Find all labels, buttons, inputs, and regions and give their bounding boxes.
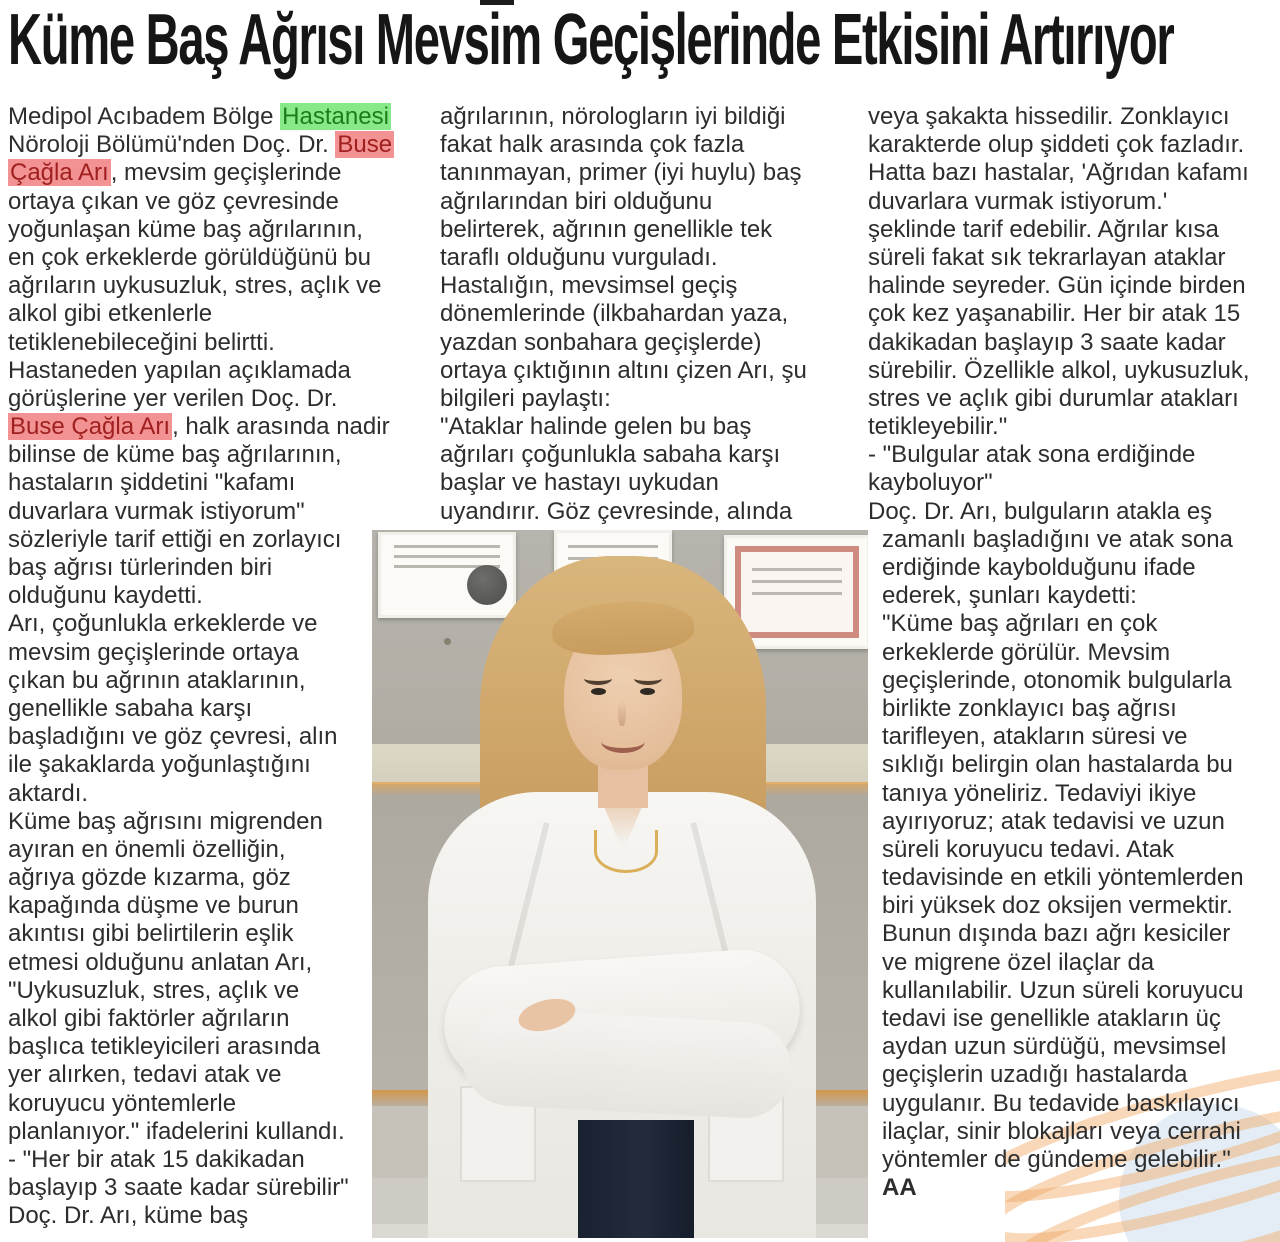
article-text-line: [8, 469, 372, 497]
text-segment: tetikleyebilir.": [868, 413, 1008, 441]
text-segment: başlıca tetikleyicileri arasında: [8, 1033, 321, 1061]
text-segment: ederek, şunları kaydetti:: [882, 582, 1137, 610]
text-segment: Hatta bazı hastalar, 'Ağrıdan kafamı: [868, 159, 1249, 187]
text-segment: duvarlara vurmak istiyorum": [8, 497, 305, 525]
article-text-line: [440, 357, 812, 385]
text-segment: tanınmayan, primer (iyi huylu) baş: [440, 159, 802, 187]
text-segment: mevsim geçişlerinde ortaya: [8, 638, 299, 666]
article-text-line: [882, 1118, 1272, 1146]
article-text-line: [8, 385, 372, 413]
text-segment: geçişlerin uzadığı hastalarda: [882, 1061, 1188, 1089]
text-segment: geçişlerinde, otonomik bulgularla: [882, 666, 1232, 694]
article-text-line: [8, 216, 372, 244]
text-segment: ortaya çıktığının altını çizen Arı, şu: [440, 356, 807, 384]
article-text-line: [868, 216, 1272, 244]
article-text-line: [868, 244, 1272, 272]
article-text-line: [8, 582, 372, 610]
article-text-line: [868, 188, 1272, 216]
article-text-line: [440, 385, 812, 413]
text-segment: ortaya çıkan ve göz çevresinde: [8, 187, 339, 215]
article-text-line: [882, 1090, 1272, 1118]
article-text-line: [868, 357, 1272, 385]
article-text-line: [8, 498, 372, 526]
article-text-line: [868, 272, 1272, 300]
text-segment: alkol gibi faktörler ağrıların: [8, 1005, 290, 1032]
article-text-line: [440, 329, 812, 357]
text-segment: uygulanır. Bu tedavide baskılayıcı: [882, 1089, 1240, 1117]
eyebrow: [584, 672, 612, 685]
text-segment: Doç. Dr. Arı, küme baş: [8, 1202, 249, 1230]
article-text-line: [868, 131, 1272, 159]
article-text-line: [882, 1174, 1272, 1202]
article-text-line: [440, 131, 812, 159]
certificate-seal: [467, 565, 507, 605]
article-text-line: [8, 695, 372, 723]
text-segment: - "Bulgular atak sona erdiğinde: [868, 441, 1196, 469]
article-text-line: [8, 977, 372, 1005]
article-text-line: [8, 1146, 372, 1174]
article-column-3: [868, 103, 1272, 1202]
text-segment: , mevsim geçişlerinde: [110, 159, 342, 187]
text-segment: ağrılarından biri olduğunu: [440, 187, 713, 215]
article-text-line: [8, 723, 372, 751]
text-segment: başlar ve hastayı uykudan: [440, 469, 719, 497]
eye: [640, 688, 655, 695]
text-segment: Doç. Dr. Arı, bulguların atakla eş: [868, 497, 1213, 525]
article-text-line: [8, 1005, 372, 1033]
text-segment: ağrıları çoğunlukla sabaha karşı: [440, 441, 781, 469]
text-segment: tetiklenebileceğini belirtti.: [8, 328, 275, 356]
text-segment: sürebilir. Özellikle alkol, uykusuzluk,: [868, 356, 1250, 384]
text-segment: yazdan sonbahara geçişlerde): [440, 328, 762, 356]
article-text-line: [882, 582, 1272, 610]
text-segment: yoğunlaşan küme baş ağrılarının,: [8, 215, 363, 243]
text-segment: ayırıyoruz; atak tedavisi ve uzun: [882, 807, 1225, 835]
text-segment: yer alırken, tedavi atak ve: [8, 1061, 282, 1089]
text-segment: akıntısı gibi belirtilerin eşlik: [8, 920, 294, 948]
article-text-line: [882, 526, 1272, 554]
text-segment: sözleriyle tarif ettiği en zorlayıcı: [8, 525, 342, 553]
eyebrow: [634, 672, 662, 685]
article-text-line: [8, 892, 372, 920]
article-text-line: [440, 441, 812, 469]
text-segment: tarifleyen, atakların süresi ve: [882, 723, 1188, 751]
article-text-line: [440, 413, 812, 441]
article-text-line: [882, 892, 1272, 920]
article-text-line: [882, 554, 1272, 582]
text-segment: hastaların şiddetini "kafamı: [8, 469, 296, 497]
text-segment: aydan uzun sürdüğü, mevsimsel: [882, 1033, 1227, 1061]
text-segment: planlanıyor." ifadelerini kullandı.: [8, 1117, 345, 1145]
text-segment: Hastaneden yapılan açıklamada: [8, 356, 351, 384]
text-segment: halinde seyreder. Gün içinde birden: [868, 272, 1246, 300]
article-text-line: [882, 1033, 1272, 1061]
article-text-line: [440, 103, 812, 131]
text-segment: belirterek, ağrının genellikle tek: [440, 215, 773, 243]
article-text-line: [882, 751, 1272, 779]
text-segment: - "Her bir atak 15 dakikadan: [8, 1145, 305, 1173]
text-segment: , halk arasında nadir: [172, 413, 390, 441]
text-segment: Arı, çoğunlukla erkeklerde ve: [8, 610, 318, 638]
text-segment: ilaçlar, sinir blokajları veya cerrahi: [882, 1117, 1241, 1145]
text-segment: ile şakaklarda yoğunlaştığını: [8, 751, 311, 779]
wall-detail: [444, 638, 451, 645]
text-segment: fakat halk arasında çok fazla: [440, 131, 745, 159]
text-segment: "Küme baş ağrıları en çok: [882, 610, 1158, 638]
article-text-line: [882, 920, 1272, 948]
article-text-line: [440, 159, 812, 187]
text-segment: stres ve açlık gibi durumlar atakları: [868, 384, 1239, 412]
nose: [618, 700, 626, 726]
article-text-line: [882, 949, 1272, 977]
text-segment: şeklinde tarif edebilir. Ağrılar kısa: [868, 215, 1219, 243]
text-segment: ve migrene özel ilaçlar da: [882, 948, 1155, 976]
article-text-line: [8, 272, 382, 300]
article-text-line: [882, 723, 1272, 751]
text-segment: "Ataklar halinde gelen bu baş: [440, 413, 752, 441]
article-text-line: [8, 1118, 372, 1146]
text-segment: etmesi olduğunu anlatan Arı,: [8, 948, 313, 976]
article-text-line: [868, 413, 1272, 441]
article-text-line: [882, 639, 1272, 667]
article-text-line: [8, 836, 372, 864]
article-text-line: [8, 526, 372, 554]
text-segment: süreli fakat sık tekrarlayan ataklar: [868, 243, 1226, 271]
article-text-line: [868, 329, 1272, 357]
text-segment: tedavi ise genellikle atakların üç: [882, 1005, 1221, 1032]
article-text-line: [8, 441, 372, 469]
article-text-line: [8, 188, 372, 216]
article-text-line: [8, 1033, 372, 1061]
highlighted-text: Buse Çağla Arı: [10, 413, 171, 441]
article-text-line: [8, 131, 393, 159]
article-text-line: [868, 469, 1272, 497]
text-segment: yöntemler de gündeme gelebilir.": [882, 1145, 1231, 1173]
text-segment: erdiğinde kaybolduğunu ifade: [882, 554, 1196, 581]
article-text-line: [868, 498, 1272, 526]
article-text-line: [868, 441, 1272, 469]
gold-necklace: [594, 830, 658, 873]
article-text-line: [8, 808, 372, 836]
article-text-line: [868, 300, 1272, 328]
text-segment: başlayıp 3 saate kadar sürebilir": [8, 1174, 349, 1202]
text-segment: veya şakakta hissedilir. Zonklayıcı: [868, 103, 1230, 130]
article-text-line: [882, 977, 1272, 1005]
article-text-line: [440, 300, 812, 328]
text-segment: en çok erkeklerde görüldüğünü bu: [8, 243, 371, 271]
article-photo: [372, 530, 868, 1238]
text-segment: erkeklerde görülür. Mevsim: [882, 638, 1171, 666]
text-segment: başladığını ve göz çevresi, alın: [8, 723, 338, 751]
text-segment: olduğunu kaydetti.: [8, 582, 203, 610]
highlighted-text: Çağla Arı: [10, 159, 109, 187]
article-text-line: [868, 385, 1272, 413]
highlighted-text: Buse: [337, 131, 393, 159]
article-text-line: [8, 300, 372, 328]
article-text-line: [8, 1202, 372, 1230]
article-text-line: [8, 413, 390, 441]
article-column-2: [440, 103, 812, 526]
text-segment: ağrılarının, nörologların iyi bildiği: [440, 103, 786, 130]
text-segment: baş ağrısı türlerinden biri: [8, 554, 273, 581]
text-segment: çıkan bu ağrının ataklarının,: [8, 666, 306, 694]
text-segment: ağrıların uykusuzluk, stres, açlık ve: [8, 272, 382, 300]
article-text-line: [440, 498, 812, 526]
text-segment: koruyucu yöntemlerle: [8, 1089, 237, 1117]
text-segment: sıklığı belirgin olan hastalarda bu: [882, 751, 1233, 779]
text-segment: genellikle sabaha karşı: [8, 694, 253, 722]
article-text-line: [882, 667, 1272, 695]
article-text-line: [8, 159, 372, 187]
text-segment: Küme baş ağrısını migrenden: [8, 807, 323, 835]
article-text-line: [882, 610, 1272, 638]
article-text-line: [8, 949, 372, 977]
text-segment: süreli koruyucu tedavi. Atak: [882, 835, 1175, 863]
text-segment: Medipol Acıbadem Bölge: [8, 103, 281, 130]
article-text-line: [882, 1061, 1272, 1089]
text-segment: birlikte zonklayıcı baş ağrısı: [882, 694, 1177, 722]
text-segment: çok kez yaşanabilir. Her bir atak 15: [868, 300, 1241, 328]
article-text-line: [440, 188, 812, 216]
text-segment: bilgileri paylaştı:: [440, 384, 611, 412]
article-text-line: [8, 103, 389, 131]
doctor-trousers: [578, 1120, 694, 1238]
eye: [591, 688, 606, 695]
article-text-line: [440, 216, 812, 244]
article-text-line: [8, 329, 372, 357]
text-segment: dönemlerinde (ilkbahardan yaza,: [440, 300, 789, 328]
article-text-line: [8, 864, 372, 892]
article-text-line: [8, 554, 372, 582]
article-text-line: [8, 1061, 372, 1089]
article-text-line: [8, 920, 372, 948]
text-segment: uyandırır. Göz çevresinde, alında: [440, 497, 793, 525]
article-text-line: [868, 159, 1272, 187]
article-text-line: [440, 469, 812, 497]
text-segment: kayboluyor": [868, 469, 993, 497]
text-segment: Bunun dışında bazı ağrı kesiciler: [882, 920, 1231, 948]
text-segment: karakterde olup şiddeti çok fazladır.: [868, 131, 1245, 159]
text-segment: Nöroloji Bölümü'nden Doç. Dr.: [8, 131, 336, 159]
article-text-line: [882, 864, 1272, 892]
text-segment: "Uykusuzluk, stres, açlık ve: [8, 976, 300, 1004]
text-segment: bilinse de küme baş ağrılarının,: [8, 441, 342, 469]
text-segment: biri yüksek doz oksijen vermektir.: [882, 892, 1233, 920]
article-text-line: [868, 103, 1272, 131]
article-text-line: [8, 1090, 372, 1118]
text-segment: ağrıya gözde kızarma, göz: [8, 864, 291, 892]
article-text-line: [440, 244, 812, 272]
certificate-frame: [378, 532, 516, 618]
article-column-1: [8, 103, 393, 1231]
article-text-line: [440, 272, 812, 300]
article-text-line: [8, 357, 372, 385]
text-segment: kullanılabilir. Uzun süreli koruyucu: [882, 976, 1244, 1004]
article-text-line: [882, 780, 1272, 808]
article-text-line: [8, 610, 372, 638]
text-segment: ayıran en önemli özelliğin,: [8, 835, 286, 863]
text-segment: tanıya yöneliriz. Tedaviyi ikiye: [882, 779, 1197, 807]
text-segment: kapağında düşme ve burun: [8, 892, 299, 920]
text-segment: tedavisinde en etkili yöntemlerden: [882, 864, 1244, 892]
article-text-line: [8, 1174, 372, 1202]
text-segment: AA: [882, 1174, 917, 1202]
article-text-line: [8, 667, 372, 695]
article-text-line: [882, 1146, 1272, 1174]
text-segment: görüşlerine yer verilen Doç. Dr.: [8, 384, 338, 412]
article-text-line: [882, 695, 1272, 723]
article-text-line: [8, 244, 372, 272]
smile: [601, 730, 645, 753]
text-segment: zamanlı başladığını ve atak sona: [882, 525, 1233, 553]
text-segment: aktardı.: [8, 779, 89, 807]
article-text-line: [8, 751, 372, 779]
text-segment: dakikadan başlayıp 3 saate kadar: [868, 328, 1226, 356]
article-headline: Küme Baş Ağrısı Mevsim Geçişlerinde Etkisini Artırıyor: [8, 0, 1174, 80]
article-text-line: [882, 808, 1272, 836]
article-text-line: [8, 639, 372, 667]
article-text-line: [8, 780, 372, 808]
crossed-arm: [460, 1007, 795, 1120]
article-text-line: [882, 1005, 1272, 1033]
text-segment: taraflı olduğunu vurguladı.: [440, 243, 718, 271]
highlighted-text: Hastanesi: [282, 103, 389, 130]
text-segment: alkol gibi etkenlerle: [8, 300, 213, 328]
article-text-line: [882, 836, 1272, 864]
text-segment: Hastalığın, mevsimsel geçiş: [440, 272, 738, 300]
text-segment: duvarlara vurmak istiyorum.': [868, 187, 1168, 215]
